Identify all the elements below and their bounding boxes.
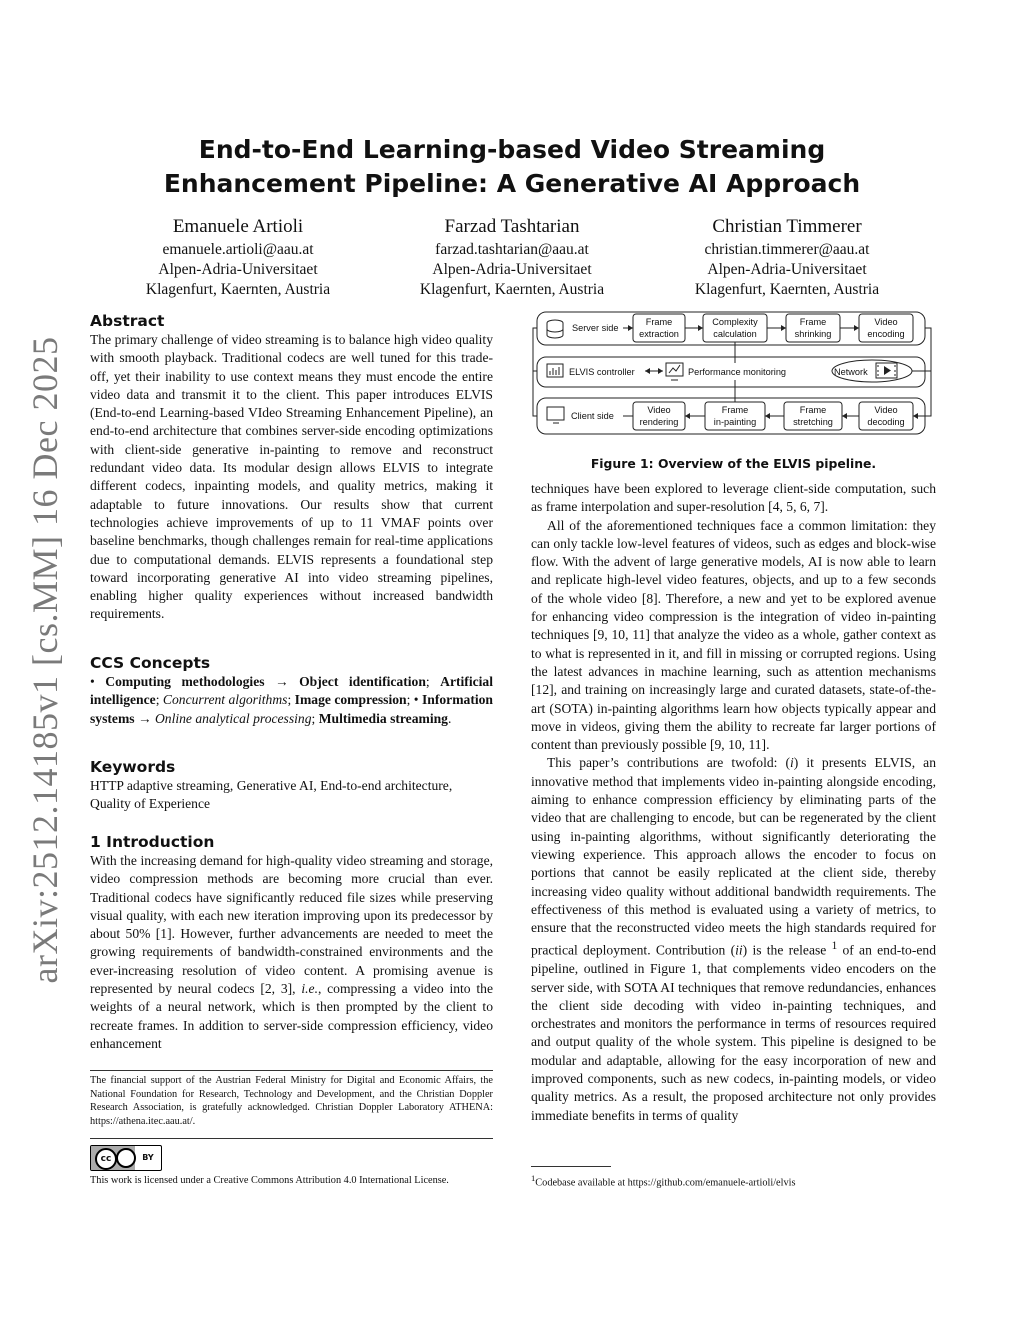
paragraph-text: of an end-to-end pipeline, outlined in Figure 1, that complements video encoders on the server side, with SOTA AI techniques that remove redundancies, enhances the client side decoding with video in-painting techniques, and orchestrates and monitors the performance in terms of resources required and output quality of the whole system. This pipeline is designed to be modular and adaptable, allowing for the easy incorporation of new and improved components, such as new codecs, in-painting models, or video quality metrics. As a result, the proposed architecture not only provides immediate benefits in terms of quality [531,942,937,1123]
video-rendering-label: rendering [639,417,679,427]
intro-text: , compressing a video into the weights of a neural network, which is then prompted by the client to recreate frames. In addition to server-side compression efficiency, video enhancement [90,981,493,1051]
author-block [367,214,657,300]
complexity-calculation-label: Complexity [712,317,758,327]
elvis-pipeline-figure [531,310,936,440]
paragraph: All of the aforementioned techniques face a common limitation: they can only tackle low-level features of videos, such as edges and block-wise flow. With the advent of large generative models, AI is now able to learn and replicate high-level video features, objects, and up to a few seconds of the whole video [8]. Therefore, a new and yet to be explored avenue for enhancing video compression is the integration of video in-painting techniques [9, 10, 11] that analyze the video as a whole, gather context as to what is represented in it, and fill in missing or corrupted regions. Using the latest advances in machine learning, such as attention mechanisms [12], and training on increasingly large and curated datasets, state-of-the-art (SOTA) in-painting algorithms learn how objects typically appear and move in videos, giving them the ability to recreate far larger portions of content than previously possible [9, 10, 11]. [531,517,936,753]
author-affiliation: Alpen-Adria-Universitaet [707,261,867,278]
attribution-person-icon [116,1148,136,1168]
introduction-heading: 1 Introduction [90,833,215,851]
ccs-text: . [447,710,452,726]
right-column-body [531,480,936,1125]
paragraph-text: This paper’s contributions are twofold: ( [547,755,790,771]
author-block [642,214,932,300]
video-encoding-label: Video [874,317,898,327]
author-affiliation: Alpen-Adria-Universitaet [432,261,592,278]
frame-stretching-label: Frame [799,405,827,415]
introduction-body [90,852,493,1053]
ccs-term: Concurrent algorithms [162,692,288,708]
frame-extraction-label: extraction [639,329,679,339]
ccs-text: ; [311,710,319,726]
author-name: Christian Timmerer [712,216,862,237]
ccs-term: Multimedia streaming [318,710,448,726]
ccs-term: Online analytical processing [154,710,312,726]
ccs-term: Image compression [294,692,407,708]
ccs-text: ; • [406,692,422,708]
abstract-text: The primary challenge of video streaming is to balance high video quality with smooth playback. Traditional codecs are well tuned for this trade-off, yet their inability to use context means they must encode the entire video data and transmit it to the client. This paper introduces ELVIS (End-to-end Learning-based VIdeo Streaming Enhancement Pipeline), an end-to-end architecture that combines server-side encoding optimizations with client-side generative in-painting to remove and reconstruct redundant video data. Its modular design allows ELVIS to integrate different codecs, inpainting models, and quality metrics, making it adaptable to future innovations. Our results show that current technologies achieve improvements of up to 11 VMAF points over baseline benchmarks, though challenges remain for real-time applications due to computational demands. ELVIS represents a foundational step toward incorporating generative AI into video streaming pipelines, enabling higher quality experiences without increased bandwidth requirements. [90,332,493,622]
frame-shrinking-label: Frame [799,317,827,327]
author-location: Klagenfurt, Kaernten, Austria [145,281,331,298]
author-location: Klagenfurt, Kaernten, Austria [419,281,605,298]
figure-caption: Figure 1: Overview of the ELVIS pipeline. [590,456,877,471]
footnote-reference[interactable]: 1 [831,940,838,953]
video-decoding-label: Video [874,405,898,415]
video-encoding-label: encoding [867,329,905,339]
paragraph-text: ) is the release [742,942,832,958]
video-rendering-label: Video [647,405,671,415]
frame-stretching-label: stretching [793,417,833,427]
ccs-text: ; [425,674,441,689]
ccs-term: Information systems [90,692,493,726]
ccs-text: → [134,710,155,726]
intro-text: With the increasing demand for high-quality video streaming and storage, video compression methods are becoming more crucial than ever. Traditional codecs have significantly reduced file sizes while preserving visual quality, with each new iteration improving upon its predecessor by about 50% [1]. However, further advancements are needed to meet the growing requirements of bandwidth-constrained environments and the ever-increasing resolution of video content. A promising avenue is represented by neural codecs [2, 3], [90,853,493,997]
footnote-mark: 1 [531,1173,536,1183]
frame-inpainting-label: in-painting [713,417,757,427]
author-email: farzad.tashtarian@aau.at [435,241,589,258]
creative-commons-badge[interactable] [90,1145,162,1171]
arxiv-identifier: arXiv:2512.14185v1 [cs.MM] 16 Dec 2025 [25,336,65,984]
abstract-body [90,331,493,624]
author-email: christian.timmerer@aau.at [704,241,870,258]
database-icon [547,320,563,338]
author-email: emanuele.artioli@aau.at [162,241,314,258]
license-text: This work is licensed under a Creative Commons Attribution 4.0 International License. [90,1175,449,1186]
video-decoding-label: decoding [867,417,905,427]
paragraph-italic: i [790,755,794,771]
codebase-footnote [531,1172,936,1189]
author-block [93,214,383,300]
controller-icon [547,364,563,377]
author-name: Emanuele Artioli [172,216,304,237]
license-divider [90,1138,493,1139]
intro-text-italic: i.e. [301,981,318,997]
keywords-text: HTTP adaptive streaming, Generative AI, End-to-end architecture, Quality of Experience [90,778,453,812]
frame-extraction-label: Frame [645,317,673,327]
complexity-calculation-label: calculation [713,329,757,339]
author-location: Klagenfurt, Kaernten, Austria [694,281,880,298]
video-film-icon [876,363,897,378]
frame-shrinking-label: shrinking [794,329,832,339]
elvis-controller-label: ELVIS controller [569,367,635,377]
client-side-label: Client side [571,411,614,421]
contributions-paragraph [531,754,936,1124]
ccs-heading: CCS Concepts [90,654,211,672]
keywords-heading: Keywords [90,758,176,776]
ccs-term: Object identification [299,674,426,689]
ccs-text: ; [287,692,295,708]
author-name: Farzad Tashtarian [444,216,580,237]
ccs-text: ; [155,692,163,708]
funding-note: The financial support of the Austrian Federal Ministry for Digital and Economic Affairs, the National Foundation for Research, Technology and Development, and the Christian Doppler Research Association, is gratefully acknowledged. Christian Doppler Laboratory ATHENA: https://athena.itec.aau.at/. [90,1075,493,1127]
footnote-divider [90,1070,493,1071]
footnote-divider [531,1166,611,1167]
ccs-text: • [90,674,106,689]
performance-monitoring-label: Performance monitoring [688,367,787,377]
cc-icon: cc [95,1148,117,1170]
author-affiliation: Alpen-Adria-Universitaet [158,261,318,278]
ccs-term: Artificial intelligence [90,674,493,708]
by-label: BY [142,1153,154,1162]
paper-title: End-to-End Learning-based Video Streaming Enhancement Pipeline: A Generative AI Approach [163,135,861,198]
ccs-concepts [90,673,493,728]
abstract-heading: Abstract [90,312,165,330]
ccs-text: → [264,674,300,689]
network-label: Network [834,367,868,377]
paragraph: techniques have been explored to leverage client-side computation, such as frame interpolation and super-resolution [4, 5, 6, 7]. [531,481,936,515]
paragraph-italic: ii [735,942,743,958]
footnote-text[interactable]: Codebase available at https://github.com/emanuele-artioli/elvis [535,1177,796,1189]
ccs-term: Computing methodologies [105,674,265,689]
frame-inpainting-label: Frame [721,405,749,415]
paragraph-text: ) it presents ELVIS, an innovative method that implements video in-painting alongside encoding, aiming to enhance compression efficiency by eliminating parts of the video that are challenging to encode, but can be regenerated by the client using in-painting algorithms, without significantly deteriorating the viewing experience. This approach allows the encoder to focus on portions that cannot be easily replicated at the client side, thereby increasing video quality without additional bandwidth requirements. The effectiveness of this method is evaluated using a variety of metrics, to ensure that the reconstructed video meets the high standards required for practical deployment. Contribution ( [531,755,937,958]
server-side-label: Server side [572,323,619,333]
